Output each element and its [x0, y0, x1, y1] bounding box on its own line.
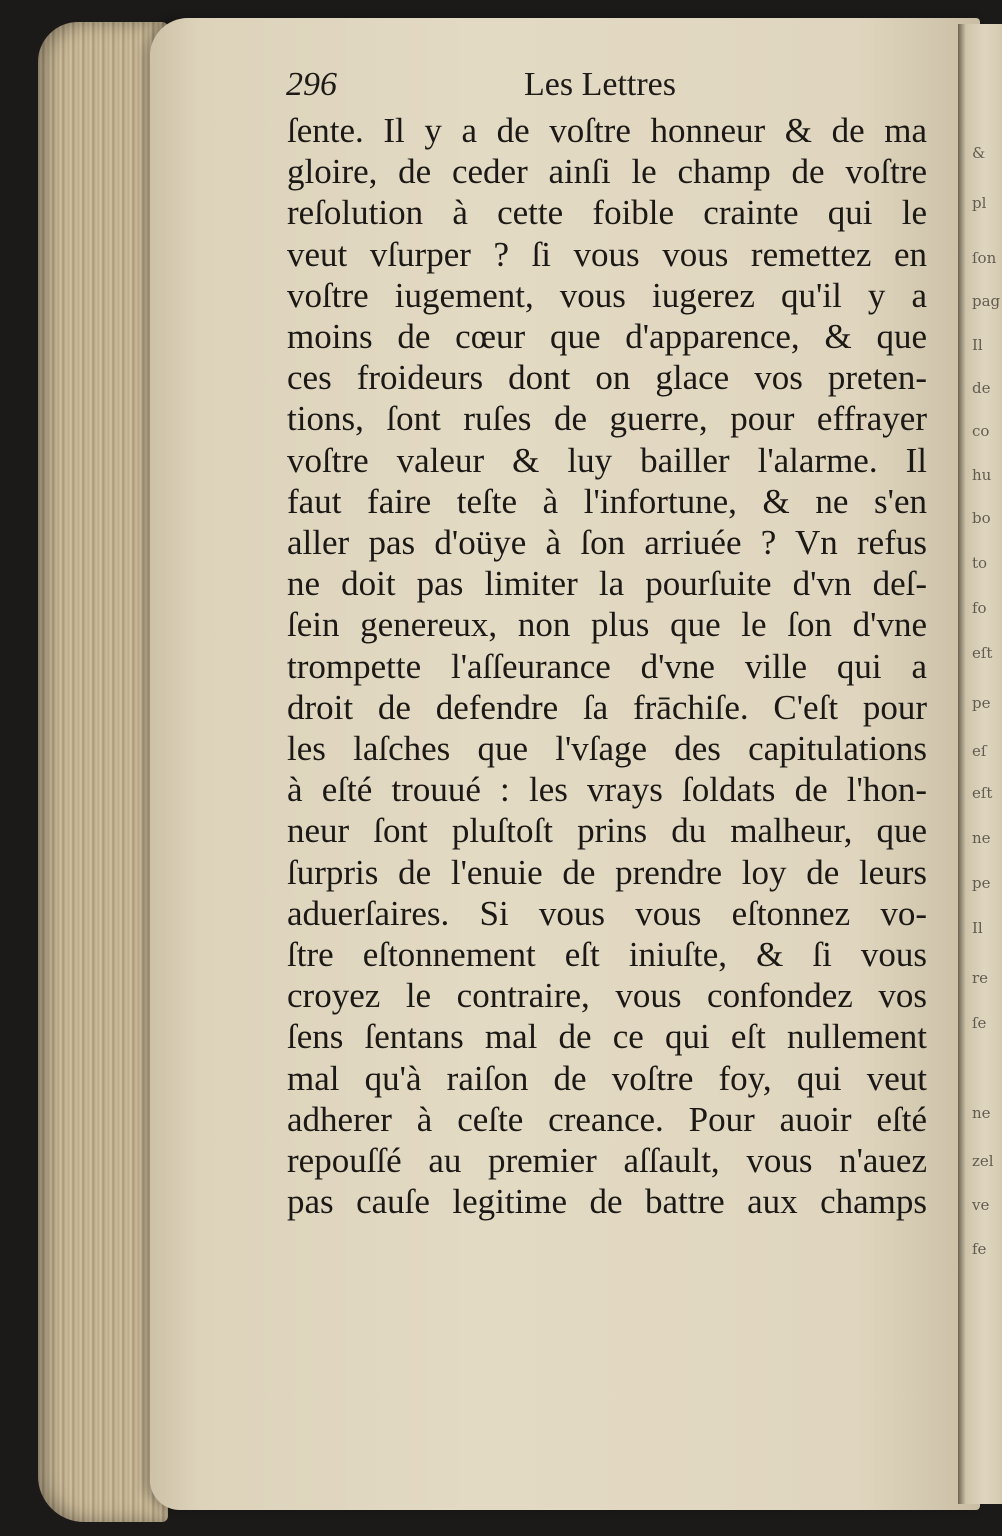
text-line: ces froideurs dont on glace vos preten- — [287, 358, 927, 398]
body-text — [287, 110, 927, 1222]
running-head — [286, 66, 706, 110]
text-line: reſolution à cette foible crainte qui le — [287, 193, 927, 233]
facing-fragment: ne — [972, 1104, 991, 1122]
text-line: tions, ſont ruſes de guerre, pour effrayer — [287, 399, 927, 439]
facing-fragment: pl — [972, 194, 987, 212]
text-line: mal qu'à raiſon de voſtre foy, qui veut — [287, 1058, 927, 1098]
facing-fragment: hu — [972, 466, 992, 484]
facing-fragment: de — [972, 379, 991, 397]
text-line: faut faire teſte à l'infortune, & ne s'en — [287, 481, 927, 521]
running-title: Les Lettres — [524, 66, 676, 103]
facing-fragment: eſt — [972, 784, 993, 802]
text-line: ſtre eſtonnement eſt iniuſte, & ſi vous — [287, 935, 927, 975]
book-fore-edge — [38, 22, 168, 1522]
text-line: trompette l'aſſeurance d'vne ville qui a — [287, 646, 927, 686]
facing-fragment: eſ — [972, 742, 987, 760]
text-line: droit de defendre ſa frāchiſe. C'eſt pour — [287, 687, 927, 727]
text-line: aduerſaires. Si vous vous eſtonnez vo- — [287, 893, 927, 933]
text-line: moins de cœur que d'apparence, & que — [287, 317, 927, 357]
text-line: adherer à ceſte creance. Pour auoir eſté — [287, 1099, 927, 1139]
facing-fragment: pag — [972, 292, 1001, 310]
text-line: voſtre iugement, vous iugerez qu'il y a — [287, 275, 927, 315]
text-line: aller pas d'oüye à ſon arriuée ? Vn refus — [287, 523, 927, 563]
facing-fragment: Il — [972, 919, 983, 937]
facing-fragment: to — [972, 554, 988, 572]
text-line: ſurpris de l'enuie de prendre loy de leurs — [287, 852, 927, 892]
text-line: ne doit pas limiter la pourſuite d'vn deſ- — [287, 564, 927, 604]
text-line: ſein genereux, non plus que le ſon d'vne — [287, 605, 927, 645]
facing-fragment: bo — [972, 509, 991, 527]
text-line: voſtre valeur & luy bailler l'alarme. Il — [287, 440, 927, 480]
text-line: les laſches que l'vſage des capitulations — [287, 729, 927, 769]
text-line: repouſſé au premier aſſault, vous n'auez — [287, 1141, 927, 1181]
facing-fragment: pe — [972, 694, 991, 712]
facing-fragment: ſon — [972, 249, 997, 267]
facing-fragment: zel — [972, 1152, 994, 1170]
text-line: à eſté trouué : les vrays ſoldats de l'hon- — [287, 770, 927, 810]
page-number: 296 — [286, 66, 337, 103]
text-line: pas cauſe legitime de battre aux champs — [287, 1182, 927, 1222]
text-line: ſente. Il y a de voſtre honneur & de ma — [287, 111, 927, 150]
facing-fragment: ve — [972, 1196, 990, 1214]
facing-fragment: re — [972, 969, 989, 987]
facing-fragment: co — [972, 422, 990, 440]
facing-fragment: Il — [972, 336, 983, 354]
facing-fragment: fe — [972, 1240, 987, 1258]
facing-fragment: & — [972, 144, 986, 162]
facing-fragment: eſt — [972, 644, 993, 662]
text-line: gloire, de ceder ainſi le champ de voſtre — [287, 152, 927, 192]
text-line: veut vſurper ? ſi vous vous remettez en — [287, 234, 927, 274]
facing-page-edge — [958, 24, 1002, 1504]
text-line: ſens ſentans mal de ce qui eſt nullement — [287, 1017, 927, 1057]
facing-fragment: fo — [972, 599, 987, 617]
facing-fragment: ne — [972, 829, 991, 847]
text-line: neur ſont pluſtoſt prins du malheur, que — [287, 811, 927, 851]
text-line: croyez le contraire, vous confondez vos — [287, 976, 927, 1016]
facing-fragment: ſe — [972, 1014, 987, 1032]
facing-fragment: pe — [972, 874, 991, 892]
